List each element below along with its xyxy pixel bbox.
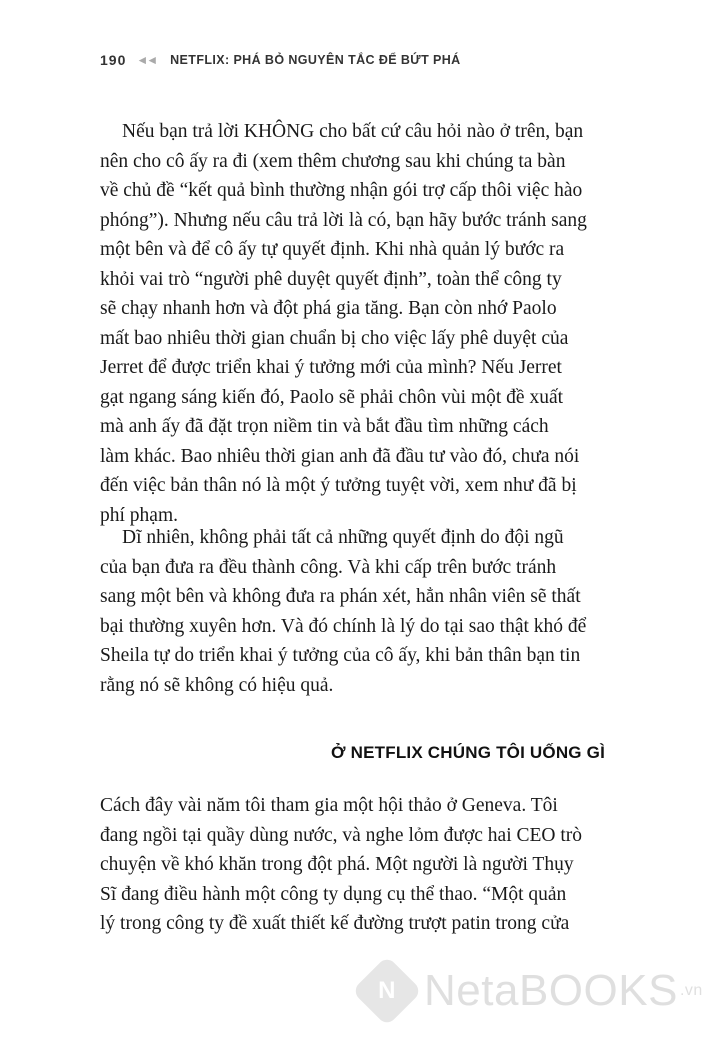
text-line: Sheila tự do triển khai ý tưởng của cô ấy, khi bản thân bạn tin bbox=[100, 645, 581, 666]
paragraph-1 bbox=[100, 117, 605, 530]
text-line: phí phạm. bbox=[100, 504, 178, 526]
text-line: về chủ đề “kết quả bình thường nhận gói trợ cấp thôi việc hào bbox=[100, 180, 583, 201]
text-line: Sĩ đang điều hành một công ty dụng cụ thể thao. “Một quản bbox=[100, 883, 567, 905]
double-arrow-left-icon: ◄◄ bbox=[136, 53, 157, 67]
text-line: gạt ngang sáng kiến đó, Paolo sẽ phải chôn vùi một đề xuất bbox=[100, 386, 564, 408]
paragraph-3 bbox=[100, 791, 605, 939]
text-line: đang ngồi tại quầy dùng nước, và nghe lỏm được hai CEO trò bbox=[100, 824, 583, 846]
text-line: chuyện về khó khăn trong đột phá. Một người là người Thụy bbox=[100, 854, 574, 875]
text-line: rằng nó sẽ không có hiệu quả. bbox=[100, 674, 334, 696]
text-line: sang một bên và không đưa ra phán xét, hẳn nhân viên sẽ thất bbox=[100, 586, 581, 607]
text-line: Nếu bạn trả lời KHÔNG cho bất cứ câu hỏi nào ở trên, bạn bbox=[122, 121, 584, 142]
section-heading: Ở NETFLIX CHÚNG TÔI UỐNG GÌ bbox=[331, 743, 605, 762]
publisher-watermark bbox=[362, 966, 703, 1016]
text-line: Jerret để được triển khai ý tưởng mới của mình? Nếu Jerret bbox=[100, 357, 562, 378]
text-line: bại thường xuyên hơn. Và đó chính là lý do tại sao thật khó để bbox=[100, 615, 587, 637]
book-title: NETFLIX: PHÁ BỎ NGUYÊN TẮC ĐỂ BỨT PHÁ bbox=[170, 53, 461, 67]
text-line: của bạn đưa ra đều thành công. Và khi cấp trên bước tránh bbox=[100, 556, 557, 578]
watermark-text: NetaBOOKS bbox=[424, 966, 678, 1015]
text-line: khỏi vai trò “người phê duyệt quyết định”, toàn thể công ty bbox=[100, 268, 562, 290]
text-line: nên cho cô ấy ra đi (xem thêm chương sau khi chúng ta bàn bbox=[100, 150, 566, 172]
text-line: Cách đây vài năm tôi tham gia một hội thảo ở Geneva. Tôi bbox=[100, 795, 558, 816]
text-line: một bên và để cô ấy tự quyết định. Khi nhà quản lý bước ra bbox=[100, 239, 565, 260]
paragraph-2 bbox=[100, 523, 605, 700]
text-line: mất bao nhiêu thời gian chuẩn bị cho việc lấy phê duyệt của bbox=[100, 327, 569, 349]
watermark-suffix: .vn bbox=[679, 982, 703, 999]
text-line: làm khác. Bao nhiêu thời gian anh đã đầu tư vào đó, chưa nói bbox=[100, 445, 580, 467]
text-line: Dĩ nhiên, không phải tất cả những quyết định do đội ngũ bbox=[122, 527, 564, 548]
text-line: mà anh ấy đã đặt trọn niềm tin và bắt đầu tìm những cách bbox=[100, 416, 549, 437]
text-line: sẽ chạy nhanh hơn và đột phá gia tăng. Bạn còn nhớ Paolo bbox=[100, 298, 557, 319]
text-line: phóng”). Nhưng nếu câu trả lời là có, bạn hãy bước tránh sang bbox=[100, 209, 587, 231]
text-line: lý trong công ty đề xuất thiết kế đường trượt patin trong cửa bbox=[100, 913, 570, 934]
page-number: 190 bbox=[100, 52, 127, 68]
netabooks-logo-icon: N bbox=[352, 956, 423, 1027]
text-line: đến việc bản thân nó là một ý tưởng tuyệt vời, xem như đã bị bbox=[100, 475, 577, 496]
running-header bbox=[100, 52, 461, 68]
